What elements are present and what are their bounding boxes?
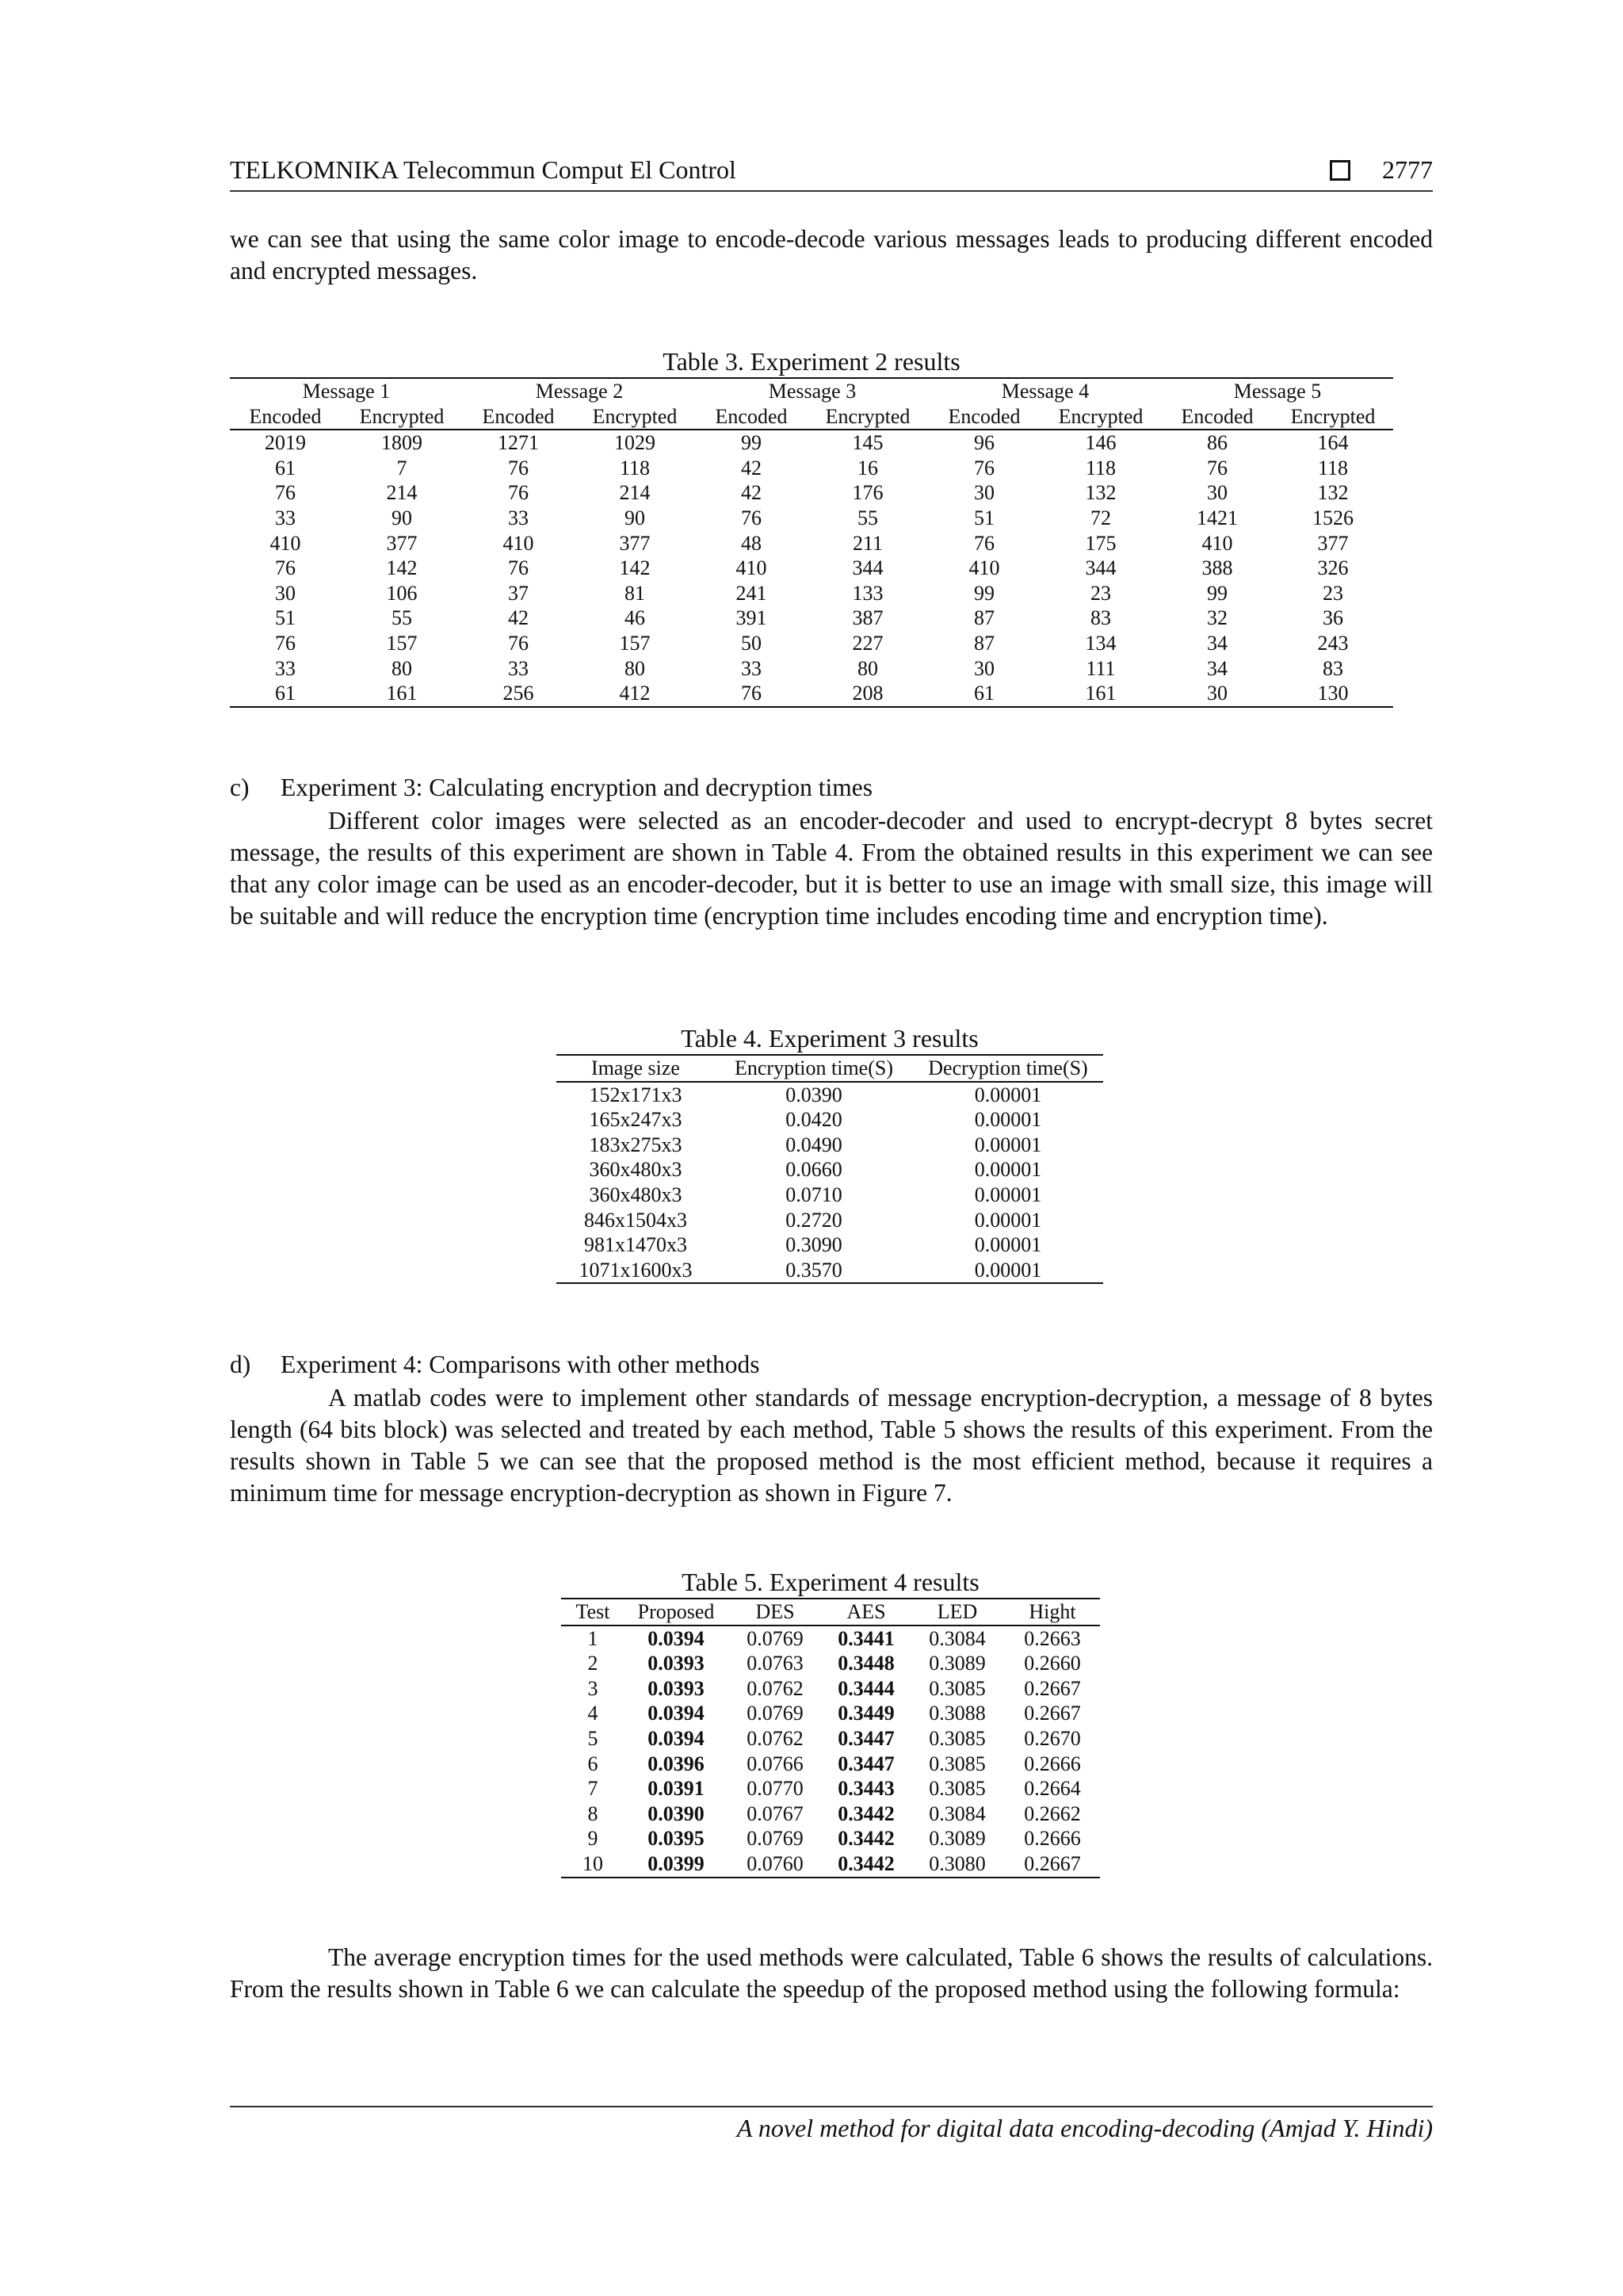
table-cell: 37 xyxy=(508,581,529,605)
table-row xyxy=(556,1082,1103,1108)
table3-group-header: Message 3 xyxy=(768,380,857,403)
table-cell: 0.3442 xyxy=(838,1851,895,1875)
table-row xyxy=(556,1157,1103,1182)
table4-column-header: Image size xyxy=(591,1056,680,1079)
table-cell: 214 xyxy=(386,481,418,505)
table-cell: 76 xyxy=(508,631,529,655)
table-cell: 76 xyxy=(275,481,296,505)
table-cell: 0.3090 xyxy=(785,1233,842,1257)
table-cell: 34 xyxy=(1207,631,1228,655)
table-cell: 0.3443 xyxy=(838,1777,895,1801)
table3-caption: Table 3. Experiment 2 results xyxy=(663,347,960,376)
table-cell: 142 xyxy=(619,556,651,580)
table-row xyxy=(556,1133,1103,1158)
table-cell: 164 xyxy=(1317,431,1349,455)
table4-column-header: Decryption time(S) xyxy=(928,1056,1088,1079)
table-cell: 377 xyxy=(1317,531,1349,555)
intro-text: we can see that using the same color image to encode-decode various messages leads to producing different encoded and encrypted messages. xyxy=(230,225,1433,285)
table3-subheader-row xyxy=(230,404,1393,430)
table-row xyxy=(230,556,1393,581)
table-cell: 0.0490 xyxy=(785,1133,842,1156)
table-cell: 165x247x3 xyxy=(589,1108,682,1132)
table-row xyxy=(230,506,1393,531)
table-row xyxy=(230,606,1393,631)
table-cell: 410 xyxy=(269,531,301,555)
table-cell: 30 xyxy=(1207,481,1228,505)
table-cell: 0.00001 xyxy=(974,1083,1042,1106)
table5-column-header: LED xyxy=(937,1600,978,1623)
table-cell: 118 xyxy=(1085,456,1117,479)
section-d-heading xyxy=(230,1350,760,1379)
table-cell: 0.00001 xyxy=(974,1108,1042,1132)
table-cell: 344 xyxy=(1085,556,1117,580)
running-footer: A novel method for digital data encoding-decoding (Amjad Y. Hindi) xyxy=(736,2114,1433,2142)
table-cell: 0.0394 xyxy=(647,1702,705,1725)
table-row xyxy=(561,1826,1100,1851)
table-cell: 360x480x3 xyxy=(589,1158,682,1182)
table-cell: 388 xyxy=(1201,556,1233,580)
table3-subheader: Encoded xyxy=(948,404,1021,428)
table-cell: 118 xyxy=(619,456,651,479)
table-row xyxy=(561,1676,1100,1702)
table-cell: 161 xyxy=(386,682,418,705)
table5 xyxy=(561,1598,1100,1878)
table-cell: 0.0769 xyxy=(747,1626,804,1650)
table-cell: 410 xyxy=(968,556,1000,580)
table-cell: 176 xyxy=(852,481,884,505)
table-cell: 5 xyxy=(587,1726,598,1750)
table-cell: 33 xyxy=(275,656,296,680)
table-cell: 34 xyxy=(1207,656,1228,680)
table-cell: 76 xyxy=(974,456,995,479)
table-row xyxy=(561,1651,1100,1676)
table4-header-row xyxy=(556,1055,1103,1082)
table-cell: 175 xyxy=(1085,531,1117,555)
table-cell: 99 xyxy=(974,581,995,605)
table-row xyxy=(561,1701,1100,1726)
table-cell: 410 xyxy=(735,556,767,580)
table-cell: 99 xyxy=(1207,581,1228,605)
table-cell: 0.0770 xyxy=(747,1777,804,1801)
table-cell: 50 xyxy=(741,631,762,655)
table-cell: 30 xyxy=(1207,682,1228,705)
table-row xyxy=(561,1776,1100,1801)
table-cell: 256 xyxy=(502,682,534,705)
table-cell: 0.3088 xyxy=(929,1702,986,1725)
table-cell: 96 xyxy=(974,431,995,455)
table3 xyxy=(230,377,1393,708)
section-c-label: c) xyxy=(230,774,250,801)
table-cell: 344 xyxy=(852,556,884,580)
table-cell: 412 xyxy=(619,682,651,705)
table-cell: 80 xyxy=(391,656,412,680)
table-cell: 391 xyxy=(735,606,767,630)
table-row xyxy=(230,631,1393,656)
table4-grid xyxy=(556,1054,1103,1284)
table-cell: 76 xyxy=(508,556,529,580)
table-cell: 90 xyxy=(391,506,412,529)
table3-subheader: Encoded xyxy=(715,404,788,428)
journal-name: TELKOMNIKA Telecommun Comput El Control xyxy=(230,155,736,184)
table-cell: 0.00001 xyxy=(974,1158,1042,1182)
table-cell: 846x1504x3 xyxy=(584,1208,687,1232)
table3-group-header: Message 5 xyxy=(1233,380,1322,403)
table-cell: 0.3449 xyxy=(838,1702,895,1725)
table-cell: 0.3085 xyxy=(929,1752,986,1775)
table-cell: 387 xyxy=(852,606,884,630)
table-cell: 326 xyxy=(1317,556,1349,580)
table-cell: 76 xyxy=(508,456,529,479)
section-d-title: Experiment 4: Comparisons with other methods xyxy=(281,1350,760,1378)
table-cell: 0.0391 xyxy=(647,1777,705,1801)
table-row xyxy=(230,681,1393,707)
table-cell: 134 xyxy=(1085,631,1117,655)
table-cell: 0.3448 xyxy=(838,1652,895,1675)
section-c-title: Experiment 3: Calculating encryption and decryption times xyxy=(281,774,873,801)
table-row xyxy=(561,1626,1100,1652)
table-cell: 30 xyxy=(275,581,296,605)
table-cell: 0.0394 xyxy=(647,1626,705,1650)
table-cell: 0.0390 xyxy=(647,1801,705,1825)
table-cell: 152x171x3 xyxy=(589,1083,682,1106)
table4-caption: Table 4. Experiment 3 results xyxy=(681,1024,979,1052)
table-cell: 0.0763 xyxy=(747,1652,804,1675)
table3-subheader: Encoded xyxy=(482,404,555,428)
table-cell: 0.2666 xyxy=(1024,1827,1081,1851)
table5-column-header: Hight xyxy=(1029,1600,1076,1623)
table3-subheader: Encrypted xyxy=(359,404,445,428)
table4 xyxy=(556,1054,1103,1284)
table4-body xyxy=(556,1082,1103,1284)
table-cell: 0.0762 xyxy=(747,1726,804,1750)
table-cell: 51 xyxy=(275,606,296,630)
table-cell: 86 xyxy=(1207,431,1228,455)
section-d-body: A matlab codes were to implement other standards of message encryption-decryption, a message of 8 bytes length (64 bits block) was selected and treated by each method, Table 5 shows the results of this experiment. From the results shown in Table 5 we can see that the proposed method is the most efficient method, because it requires a minimum time for message encryption-decryption as shown in Figure 7. xyxy=(230,1384,1433,1507)
table3-subheader: Encoded xyxy=(1181,404,1254,428)
table-cell: 87 xyxy=(974,606,995,630)
table-row xyxy=(230,656,1393,682)
table-cell: 227 xyxy=(852,631,884,655)
closing-text: The average encryption times for the used methods were calculated, Table 6 shows the results of calculations. From the results shown in Table 6 we can calculate the speedup of the proposed method using the following formula: xyxy=(230,1943,1433,2003)
table-cell: 72 xyxy=(1090,506,1111,529)
table-cell: 99 xyxy=(741,431,762,455)
table-cell: 142 xyxy=(386,556,418,580)
table-cell: 0.2720 xyxy=(785,1208,842,1232)
table-cell: 0.00001 xyxy=(974,1208,1042,1232)
table-cell: 83 xyxy=(1323,656,1343,680)
table-cell: 0.0390 xyxy=(785,1083,842,1106)
table-cell: 33 xyxy=(508,656,529,680)
table-cell: 0.00001 xyxy=(974,1182,1042,1206)
table-cell: 0.00001 xyxy=(974,1233,1042,1257)
table-row xyxy=(230,456,1393,481)
table-cell: 0.3084 xyxy=(929,1801,986,1825)
intro-paragraph xyxy=(230,223,1433,287)
table3-subheader: Encoded xyxy=(249,404,322,428)
table-cell: 51 xyxy=(974,506,995,529)
table-cell: 0.3570 xyxy=(785,1258,842,1282)
table-cell: 83 xyxy=(1090,606,1111,630)
table-cell: 133 xyxy=(852,581,884,605)
table-cell: 0.2662 xyxy=(1024,1801,1081,1825)
table-cell: 7 xyxy=(587,1777,598,1801)
table-cell: 36 xyxy=(1323,606,1343,630)
table-cell: 7 xyxy=(396,456,407,479)
table-cell: 42 xyxy=(741,456,762,479)
table-cell: 157 xyxy=(619,631,651,655)
table-cell: 0.0760 xyxy=(747,1851,804,1875)
table-cell: 0.2667 xyxy=(1024,1702,1081,1725)
table-cell: 0.3085 xyxy=(929,1777,986,1801)
table5-header-row xyxy=(561,1599,1100,1626)
table-cell: 87 xyxy=(974,631,995,655)
table5-body xyxy=(561,1626,1100,1878)
table-cell: 42 xyxy=(508,606,529,630)
table-cell: 0.0393 xyxy=(647,1676,705,1700)
section-c-body: Different color images were selected as an encoder-decoder and used to encrypt-decrypt 8 bytes secret message, the results of this experiment are shown in Table 4. From the obtained results in this experiment we can see that any color image can be used as an encoder-decoder, but it is better to use an image with small size, this image will be suitable and will reduce the encryption time (encryption time includes encoding time and encryption time). xyxy=(230,807,1433,930)
table-cell: 0.0399 xyxy=(647,1851,705,1875)
table-cell: 16 xyxy=(857,456,878,479)
table-cell: 0.00001 xyxy=(974,1258,1042,1282)
table-cell: 0.3080 xyxy=(929,1851,986,1875)
table-cell: 80 xyxy=(857,656,878,680)
table-cell: 9 xyxy=(587,1827,598,1851)
table-row xyxy=(556,1232,1103,1258)
table-cell: 2019 xyxy=(265,431,306,455)
table-cell: 33 xyxy=(275,506,296,529)
table3-subheader: Encrypted xyxy=(1290,404,1376,428)
table-cell: 0.0393 xyxy=(647,1652,705,1675)
table-cell: 0.2667 xyxy=(1024,1676,1081,1700)
table-cell: 76 xyxy=(275,631,296,655)
table3-subheader: Encrypted xyxy=(1058,404,1144,428)
table3-group-row xyxy=(230,378,1393,404)
section-d-label: d) xyxy=(230,1350,251,1378)
table-cell: 4 xyxy=(587,1702,598,1725)
table-cell: 0.2667 xyxy=(1024,1851,1081,1875)
table-cell: 1029 xyxy=(614,431,655,455)
table-cell: 161 xyxy=(1085,682,1117,705)
table-cell: 2 xyxy=(587,1652,598,1675)
table-cell: 76 xyxy=(1207,456,1228,479)
table-row xyxy=(561,1801,1100,1827)
table-cell: 0.2664 xyxy=(1024,1777,1081,1801)
table-row xyxy=(561,1726,1100,1752)
table-cell: 1 xyxy=(587,1626,598,1650)
table-cell: 0.0660 xyxy=(785,1158,842,1182)
table-cell: 0.3441 xyxy=(838,1626,895,1650)
table-cell: 0.2666 xyxy=(1024,1752,1081,1775)
table-cell: 0.0420 xyxy=(785,1108,842,1132)
table-cell: 130 xyxy=(1317,682,1349,705)
table-cell: 360x480x3 xyxy=(589,1182,682,1206)
table-cell: 6 xyxy=(587,1752,598,1775)
table5-column-header: Test xyxy=(575,1600,610,1623)
table-cell: 0.3447 xyxy=(838,1752,895,1775)
table-cell: 30 xyxy=(974,481,995,505)
table5-column-header: Proposed xyxy=(637,1600,715,1623)
table-cell: 55 xyxy=(391,606,412,630)
table-cell: 410 xyxy=(1201,531,1233,555)
table-cell: 61 xyxy=(974,682,995,705)
table-cell: 1271 xyxy=(498,431,539,455)
table-cell: 377 xyxy=(619,531,651,555)
table-cell: 377 xyxy=(386,531,418,555)
table-cell: 30 xyxy=(974,656,995,680)
table-cell: 0.0396 xyxy=(647,1752,705,1775)
table-row xyxy=(561,1752,1100,1777)
table-cell: 0.3447 xyxy=(838,1726,895,1750)
table-cell: 0.00001 xyxy=(974,1133,1042,1156)
table-cell: 90 xyxy=(624,506,645,529)
table-cell: 0.3089 xyxy=(929,1827,986,1851)
table-cell: 0.3085 xyxy=(929,1726,986,1750)
table-cell: 0.0394 xyxy=(647,1726,705,1750)
table-row xyxy=(230,531,1393,556)
table-cell: 183x275x3 xyxy=(589,1133,682,1156)
table-row xyxy=(556,1107,1103,1133)
table3-subheader: Encrypted xyxy=(592,404,678,428)
section-d-paragraph xyxy=(230,1382,1433,1509)
table-cell: 48 xyxy=(741,531,762,555)
table-cell: 981x1470x3 xyxy=(584,1233,687,1257)
table3-group-header: Message 4 xyxy=(1001,380,1090,403)
table-cell: 241 xyxy=(735,581,767,605)
table-cell: 0.0395 xyxy=(647,1827,705,1851)
table-cell: 0.0769 xyxy=(747,1702,804,1725)
table-cell: 118 xyxy=(1317,456,1349,479)
table5-column-header: DES xyxy=(755,1600,795,1623)
table-cell: 10 xyxy=(582,1851,603,1875)
table-cell: 8 xyxy=(587,1801,598,1825)
table-cell: 46 xyxy=(624,606,645,630)
table-cell: 0.0766 xyxy=(747,1752,804,1775)
table-cell: 111 xyxy=(1086,656,1116,680)
table-cell: 0.3442 xyxy=(838,1827,895,1851)
section-c-paragraph xyxy=(230,805,1433,932)
table-cell: 106 xyxy=(386,581,418,605)
table-row xyxy=(230,430,1393,456)
table-cell: 80 xyxy=(624,656,645,680)
table-cell: 132 xyxy=(1085,481,1117,505)
table-cell: 0.2670 xyxy=(1024,1726,1081,1750)
table-cell: 0.0762 xyxy=(747,1676,804,1700)
table-row xyxy=(556,1258,1103,1284)
square-bullet-icon xyxy=(1330,160,1350,181)
table-cell: 0.3442 xyxy=(838,1801,895,1825)
table-cell: 157 xyxy=(386,631,418,655)
table-cell: 1526 xyxy=(1312,506,1354,529)
table-cell: 0.3085 xyxy=(929,1676,986,1700)
table-cell: 61 xyxy=(275,682,296,705)
table-row xyxy=(561,1851,1100,1878)
table-row xyxy=(556,1182,1103,1208)
table-cell: 0.2660 xyxy=(1024,1652,1081,1675)
table-cell: 0.0769 xyxy=(747,1827,804,1851)
table-cell: 0.0767 xyxy=(747,1801,804,1825)
table-row xyxy=(230,581,1393,606)
table-cell: 61 xyxy=(275,456,296,479)
table-row xyxy=(556,1208,1103,1233)
table-cell: 76 xyxy=(741,682,762,705)
table-cell: 0.0710 xyxy=(785,1182,842,1206)
table-cell: 0.3089 xyxy=(929,1652,986,1675)
table-cell: 243 xyxy=(1317,631,1349,655)
table-cell: 42 xyxy=(741,481,762,505)
table-cell: 23 xyxy=(1323,581,1343,605)
table-cell: 410 xyxy=(502,531,534,555)
table-cell: 3 xyxy=(587,1676,598,1700)
table-cell: 132 xyxy=(1317,481,1349,505)
footer-rule xyxy=(230,2106,1433,2107)
table-row xyxy=(230,480,1393,506)
table3-body xyxy=(230,430,1393,707)
table4-column-header: Encryption time(S) xyxy=(734,1056,893,1079)
table-cell: 32 xyxy=(1207,606,1228,630)
table-cell: 1421 xyxy=(1197,506,1238,529)
table-cell: 214 xyxy=(619,481,651,505)
table-cell: 0.2663 xyxy=(1024,1626,1081,1650)
closing-paragraph xyxy=(230,1942,1433,2005)
table-cell: 55 xyxy=(857,506,878,529)
table-cell: 208 xyxy=(852,682,884,705)
table3-group-header: Message 2 xyxy=(535,380,624,403)
page-number: 2777 xyxy=(1382,155,1433,184)
table-cell: 146 xyxy=(1085,431,1117,455)
table3-grid xyxy=(230,377,1393,708)
running-header xyxy=(230,155,1433,192)
table-cell: 33 xyxy=(508,506,529,529)
table3-group-header: Message 1 xyxy=(302,380,391,403)
table-cell: 211 xyxy=(852,531,884,555)
table-cell: 81 xyxy=(624,581,645,605)
table-cell: 0.3444 xyxy=(838,1676,895,1700)
table-cell: 0.3084 xyxy=(929,1626,986,1650)
table5-column-header: AES xyxy=(846,1600,886,1623)
table-cell: 76 xyxy=(508,481,529,505)
table-cell: 33 xyxy=(741,656,762,680)
table-cell: 1809 xyxy=(381,431,422,455)
page-number-group xyxy=(1330,155,1433,185)
table-cell: 76 xyxy=(974,531,995,555)
section-c-heading xyxy=(230,774,873,802)
table-cell: 76 xyxy=(741,506,762,529)
table-cell: 145 xyxy=(852,431,884,455)
table5-grid xyxy=(561,1598,1100,1878)
table-cell: 1071x1600x3 xyxy=(579,1258,693,1282)
table-cell: 76 xyxy=(275,556,296,580)
table3-subheader: Encrypted xyxy=(825,404,911,428)
table-cell: 23 xyxy=(1090,581,1111,605)
table5-caption: Table 5. Experiment 4 results xyxy=(682,1568,980,1596)
